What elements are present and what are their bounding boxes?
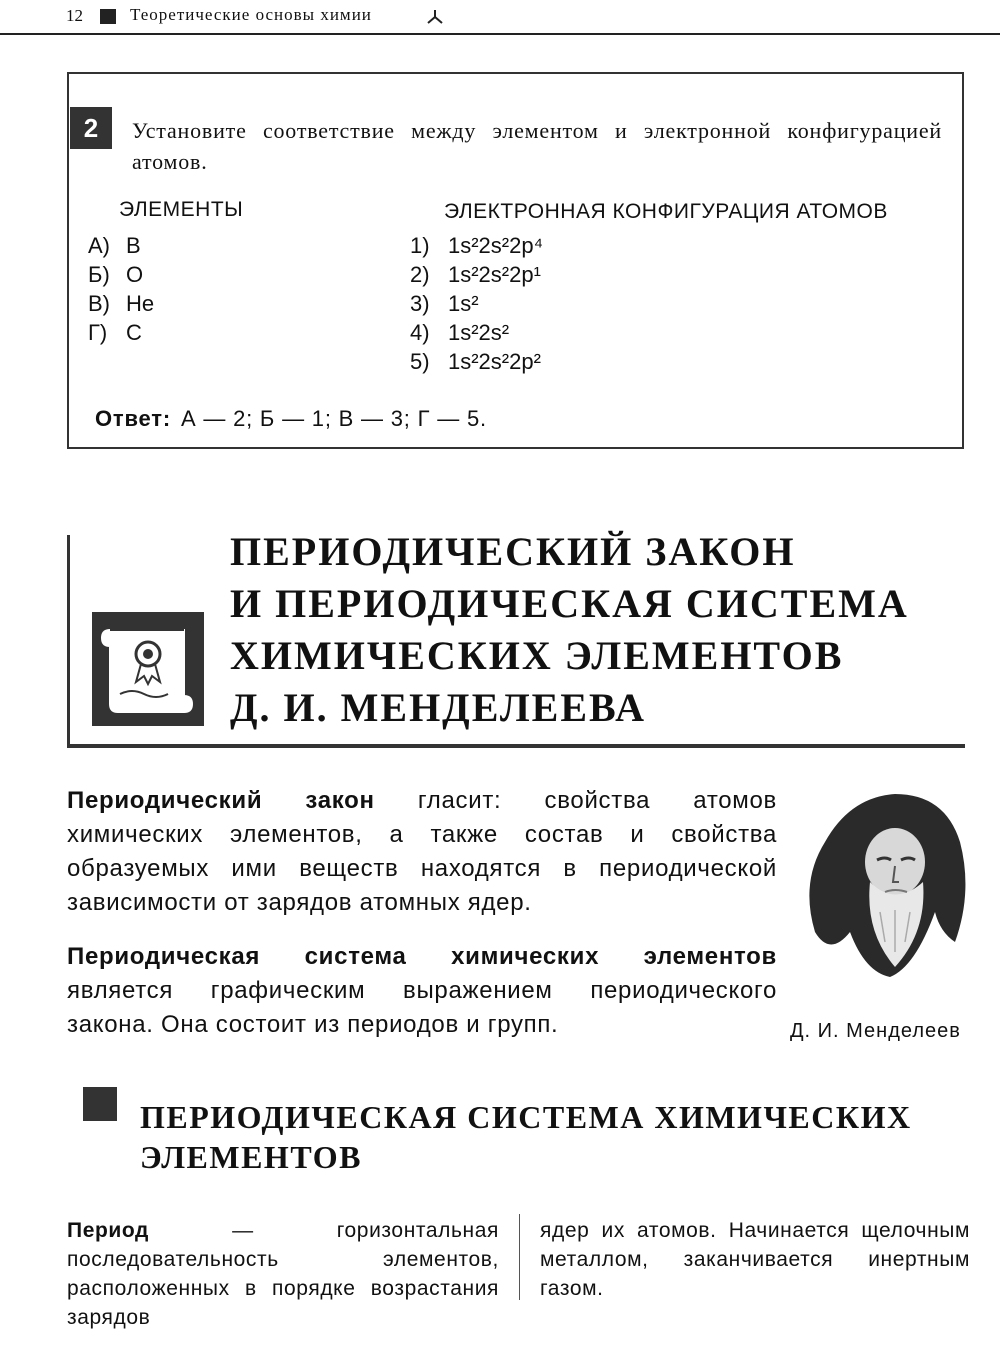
- configuration-formula: 1s²2s²: [448, 320, 510, 345]
- element-row: [88, 260, 154, 289]
- element-symbol: He: [126, 291, 155, 316]
- portrait-caption: Д. И. Менделеев: [790, 1020, 961, 1042]
- elements-heading: ЭЛЕМЕНТЫ: [119, 198, 244, 221]
- periodic-law-paragraph: [67, 784, 777, 920]
- header-square-marker: [100, 9, 116, 24]
- answer-label: Ответ:: [95, 406, 171, 431]
- section-frame-left: [67, 535, 70, 748]
- paragraph-text: гласит: свойства атомов химических элементов, а также состав и свойства образуемых ими веществ находятся в периодической зависимости от зарядов атомных ядер.: [67, 787, 777, 916]
- column-text: — горизонтальная последовательность элементов, расположенных в порядке возрастания зарядов: [67, 1219, 499, 1329]
- term-periodic-law: Периодический закон: [67, 787, 375, 814]
- configuration-row: [410, 289, 543, 318]
- answer-text: А — 2; Б — 1; В — 3; Г — 5.: [180, 406, 487, 431]
- element-label: В): [88, 291, 110, 316]
- configuration-row: [410, 318, 543, 347]
- header-rule: [0, 33, 1000, 35]
- subsection-square-marker: [83, 1087, 117, 1121]
- term-periodic-system: Периодическая система химических элементов: [67, 943, 777, 970]
- section-frame-bottom: [67, 744, 965, 748]
- element-symbol: B: [126, 233, 141, 258]
- section-title-line: ПЕРИОДИЧЕСКИЙ ЗАКОН: [230, 529, 796, 574]
- configuration-formula: 1s²2s²2p⁴: [448, 233, 544, 258]
- elements-list: [88, 231, 154, 347]
- configuration-formula: 1s²: [448, 291, 479, 316]
- answer-line: [95, 406, 487, 432]
- configuration-label: 4): [410, 320, 430, 345]
- subsection-title: ПЕРИОДИЧЕСКАЯ СИСТЕМА ХИМИЧЕСКИХ ЭЛЕМЕНТОВ: [140, 1099, 912, 1175]
- element-row: [88, 318, 154, 347]
- task-number-badge: 2: [70, 107, 112, 149]
- configuration-row: [410, 347, 543, 376]
- configuration-label: 1): [410, 233, 430, 258]
- periodic-system-paragraph: [67, 940, 777, 1042]
- element-label: А): [88, 233, 110, 258]
- element-symbol: C: [126, 320, 142, 345]
- molecule-icon: [425, 8, 445, 31]
- section-title: [230, 526, 909, 734]
- element-label: Б): [88, 262, 110, 287]
- configuration-heading: ЭЛЕКТРОННАЯ КОНФИГУРАЦИЯ АТОМОВ: [444, 200, 888, 223]
- term-period: Период: [67, 1219, 149, 1242]
- configuration-label: 5): [410, 349, 430, 374]
- period-text-column-1: [67, 1216, 499, 1332]
- section-title-line: ХИМИЧЕСКИХ ЭЛЕМЕНТОВ: [230, 633, 844, 678]
- diploma-scroll-icon: [92, 612, 204, 726]
- element-row: [88, 289, 154, 318]
- task-statement: Установите соответствие между элементом и электронной конфигурацией атомов.: [132, 118, 942, 174]
- period-text-column-2: ядер их атомов. Начинается щелочным металлом, заканчивается инертным газом.: [540, 1219, 970, 1300]
- section-title-line: И ПЕРИОДИЧЕСКАЯ СИСТЕМА: [230, 581, 909, 626]
- configuration-label: 2): [410, 262, 430, 287]
- section-title-line: Д. И. МЕНДЕЛЕЕВА: [230, 685, 647, 730]
- element-symbol: O: [126, 262, 144, 287]
- configuration-row: [410, 231, 543, 260]
- mendeleev-portrait: [795, 782, 975, 987]
- configuration-formula: 1s²2s²2p²: [448, 349, 541, 374]
- configuration-formula: 1s²2s²2p¹: [448, 262, 541, 287]
- running-header-title: Теоретические основы химии: [130, 5, 372, 24]
- paragraph-text: является графическим выражением периодического закона. Она состоит из периодов и групп.: [67, 977, 777, 1038]
- configuration-row: [410, 260, 543, 289]
- element-label: Г): [88, 320, 108, 345]
- element-row: [88, 231, 154, 260]
- configuration-label: 3): [410, 291, 430, 316]
- page-number: 12: [66, 6, 83, 25]
- column-divider: [519, 1214, 520, 1300]
- configurations-list: [410, 231, 543, 376]
